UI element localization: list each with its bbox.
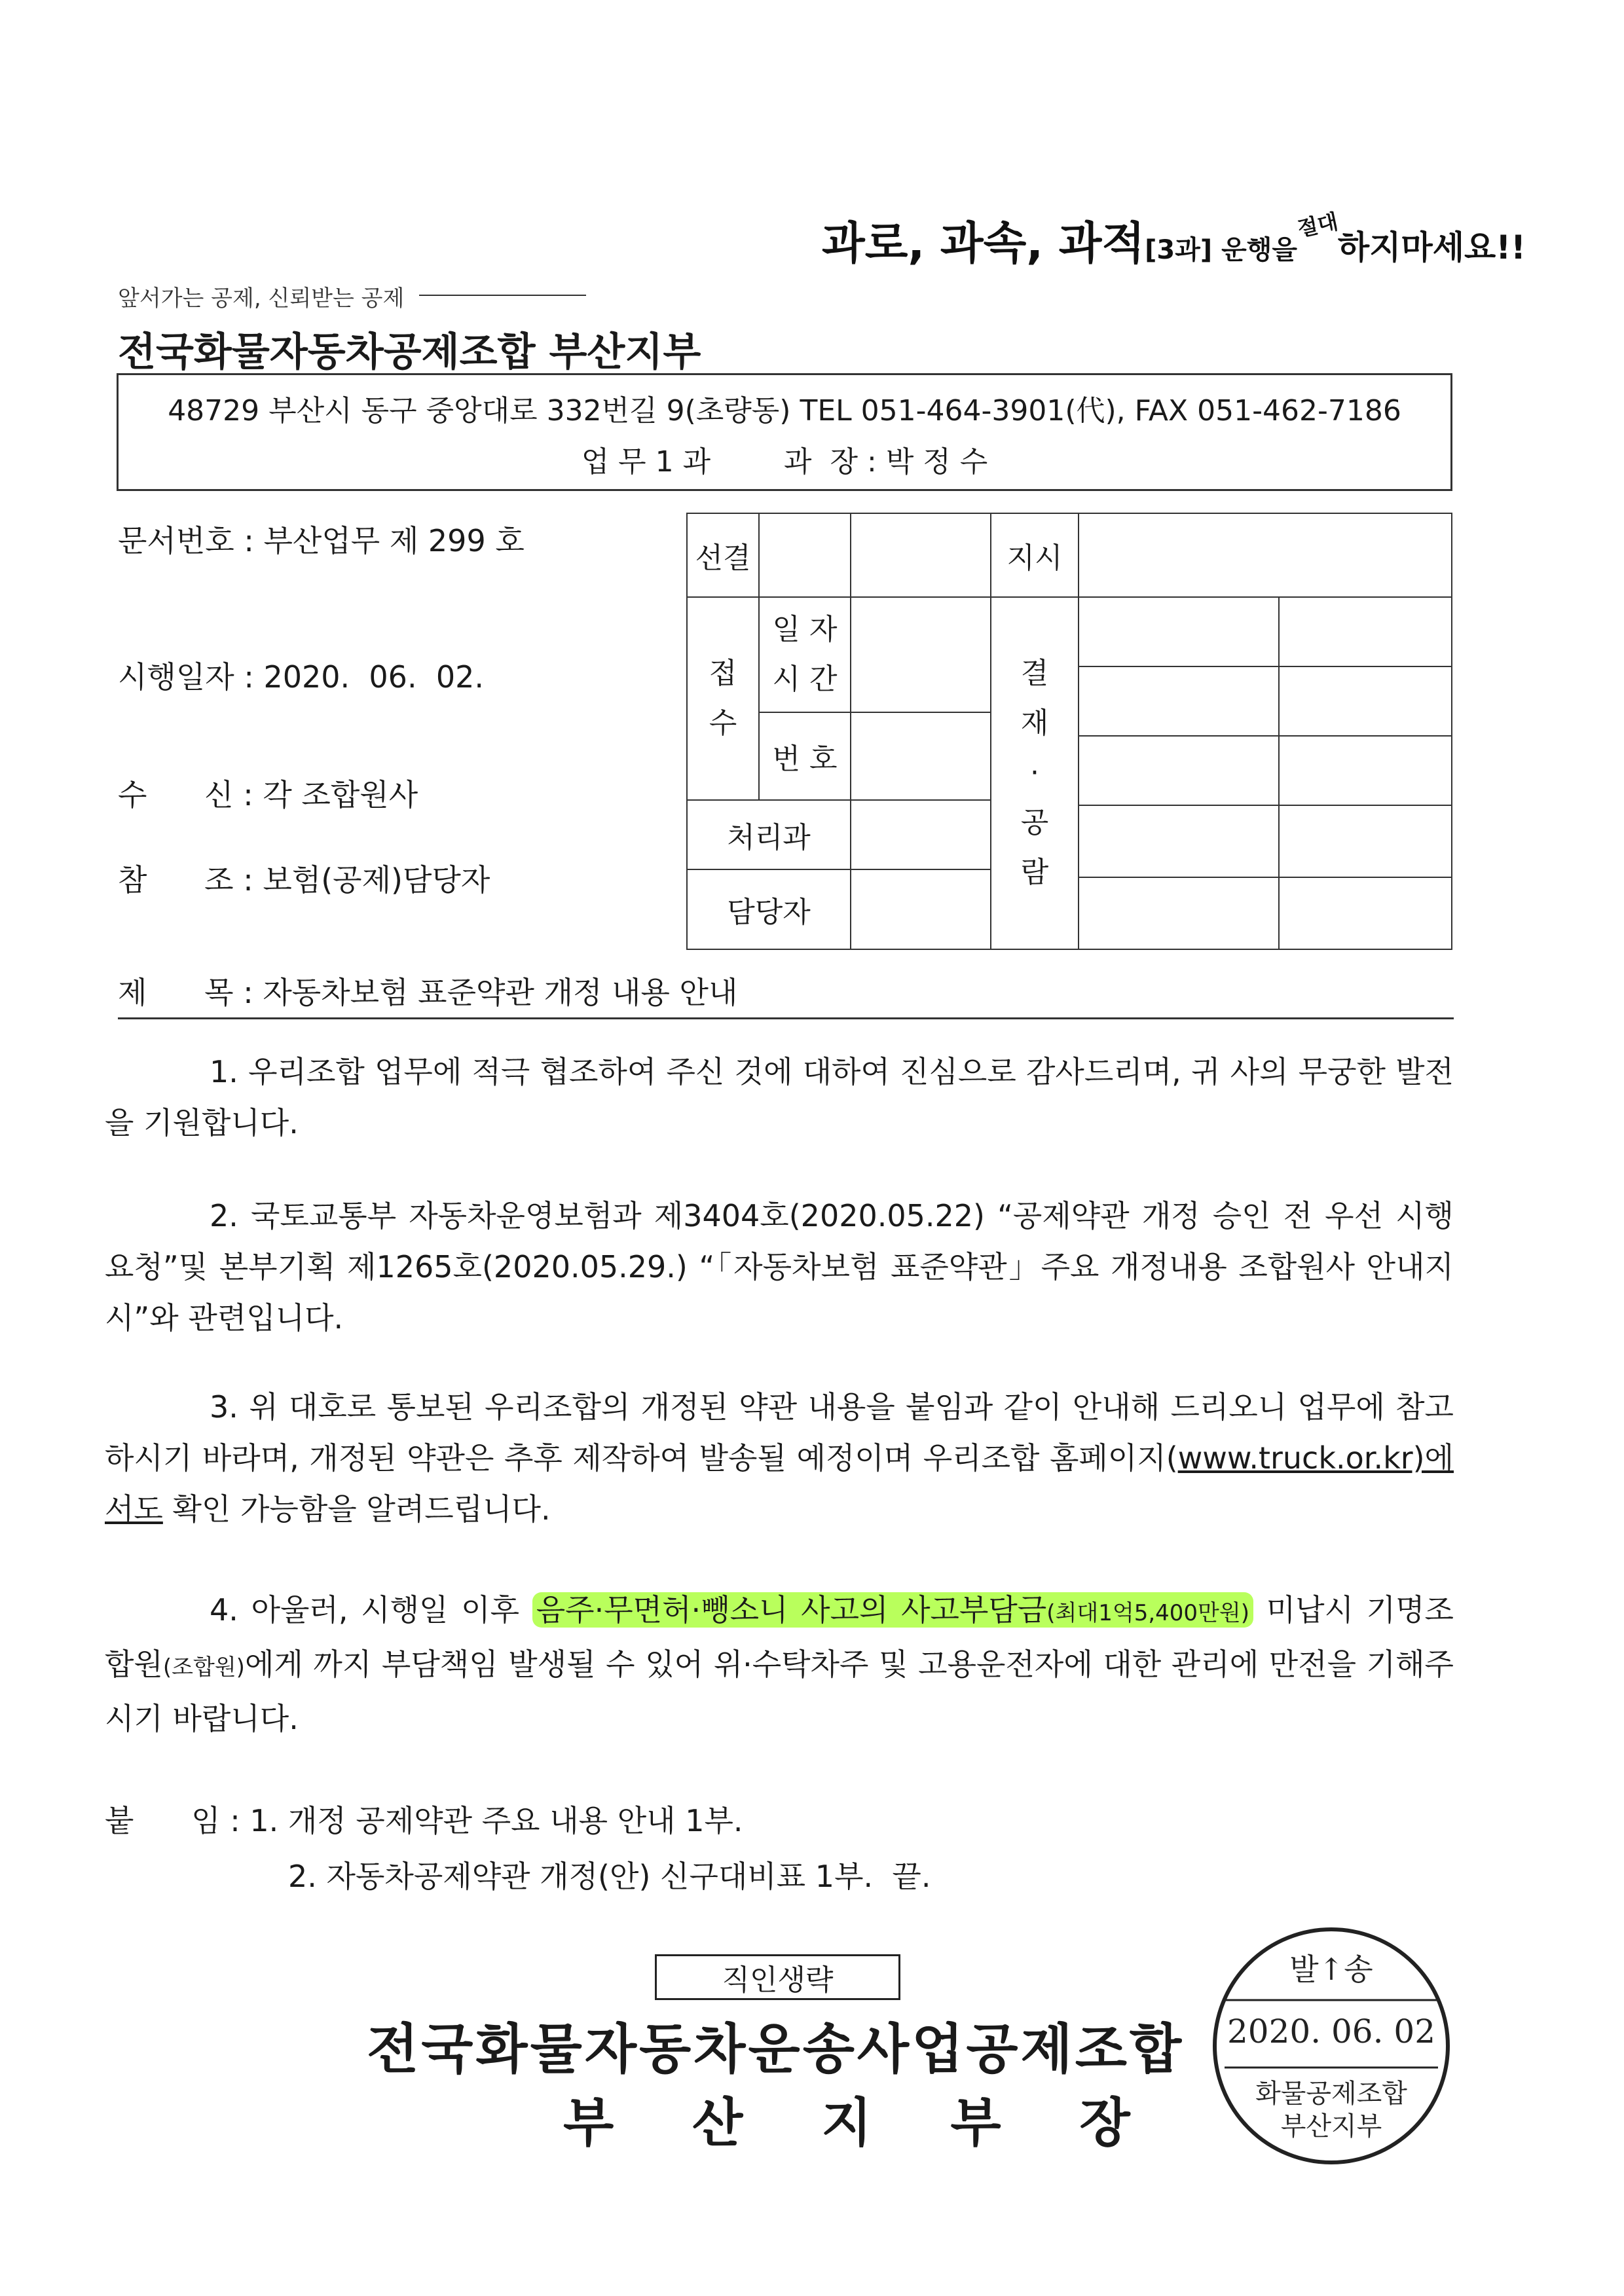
- paragraph-4-text-a: 4. 아울러, 시행일 이후: [210, 1592, 532, 1628]
- cell-seongyeol-value: [758, 513, 851, 598]
- highlighted-main: 음주·무면허·뺑소니 사고의 사고부담금: [536, 1592, 1047, 1628]
- slogan-part3: 절대: [1295, 208, 1340, 242]
- highlighted-text: [532, 1592, 1253, 1628]
- sign-box: [1078, 805, 1280, 878]
- sign-box: [1078, 735, 1280, 806]
- stamp-top: 발↑송: [1289, 1952, 1373, 1987]
- attachment-1: 붙 임 : 1. 개정 공제약관 주요 내용 안내 1부.: [105, 1803, 743, 1838]
- stamp-date: 2020. 06. 02: [1227, 2013, 1436, 2050]
- sign-box: [1078, 877, 1280, 950]
- highlighted-amount: (최대1억5,400만원): [1046, 1600, 1250, 1626]
- cell-cheorigwa: 처리과: [686, 799, 851, 870]
- sign-box: [1278, 596, 1452, 667]
- slogan-banner: [822, 208, 1526, 272]
- stamp-org-1: 화물공제조합: [1255, 2079, 1407, 2109]
- sign-box: [1278, 735, 1452, 806]
- slogan-part2: [3과] 운행을: [1145, 235, 1298, 265]
- cell-jisi: 지시: [990, 513, 1079, 598]
- slogan-part4: 하지마세요!!: [1337, 228, 1526, 266]
- cell-ilja-sigan: 일 자 시 간: [758, 596, 851, 713]
- paragraph-1: 1. 우리조합 업무에 적극 협조하여 주신 것에 대하여 진심으로 감사드리며, 귀 사의 무궁한 발전을 기원합니다.: [105, 1054, 1454, 1140]
- cell-cheorigwa-value: [850, 799, 991, 870]
- org-name: 전국화물자동차공제조합 부산지부: [118, 329, 701, 375]
- cell-blank: [850, 513, 991, 598]
- sign-box: [1078, 596, 1280, 667]
- department-line: 업 무 1 과 과 장 : 박 정 수: [581, 445, 988, 479]
- paragraph-2: 2. 국토교통부 자동차운영보험과 제3404호(2020.05.22) “공제약관 개정 승인 전 우선 시행 요청”및 본부기획 제1265호(2020.05.29.) “「자동차보험 표준약관」주요 개정내용 조합원사 안내지시”와 관련입니다.: [105, 1198, 1454, 1336]
- cell-seongyeol: 선결: [686, 513, 760, 598]
- sign-box: [1278, 666, 1452, 737]
- approval-table: [686, 513, 1452, 950]
- reference: 참 조 : 보험(공제)담당자: [118, 862, 490, 898]
- paragraph-4: [105, 1584, 1454, 1744]
- sign-box: [1278, 877, 1452, 950]
- cell-damdangja-value: [850, 869, 991, 950]
- signature-title: 부 산 지 부 장: [563, 2092, 1160, 2153]
- subject: 제 목 : 자동차보험 표준약관 개정 내용 안내: [118, 975, 738, 1010]
- paragraph-3-text-a: 3. 위 대호로 통보된 우리조합의 개정된 약관 내용을 붙임과 같이 안내해 드리오니 업무에 참고하시기 바라며, 개정된 약관은 추후 제작하여 발송될 예정이며 우리조합 홈페이지(: [105, 1389, 1454, 1476]
- sign-box: [1278, 805, 1452, 878]
- dispatch-stamp: [1210, 1925, 1452, 2167]
- cell-damdangja: 담당자: [686, 869, 851, 950]
- cell-gyeoljae: 결 재 · 공 람: [990, 596, 1079, 950]
- cell-beonho-value: [850, 712, 991, 801]
- motto-divider: [419, 295, 586, 296]
- attachment-2: 2. 자동차공제약관 개정(안) 신구대비표 1부. 끝.: [288, 1859, 931, 1894]
- paragraph-3-text-b: 확인 가능함을 알려드립니다.: [162, 1491, 551, 1527]
- contact-box: [117, 373, 1452, 491]
- cell-jeopsu: 접 수: [686, 596, 760, 801]
- cell-jisi-value: [1078, 513, 1452, 598]
- subject-divider: [118, 1017, 1454, 1019]
- paragraph-4-text-c: 에게 까지 부담책임 발생될 수 있어 위·수탁차주 및 고용운전자에 대한 관리에 만전을 기해주시기 바랍니다.: [105, 1647, 1454, 1736]
- cell-ilja-value: [850, 596, 991, 713]
- issue-date: 시행일자 : 2020. 06. 02.: [118, 659, 484, 695]
- paragraph-4-small: (조합원): [162, 1654, 245, 1681]
- paragraph-3: [105, 1381, 1454, 1535]
- stamp-org-2: 부산지부: [1280, 2111, 1382, 2141]
- sign-box: [1078, 666, 1280, 737]
- homepage-link[interactable]: www.truck.or.kr)에서도: [105, 1440, 1454, 1527]
- slogan-part1: 과로, 과속, 과적: [822, 218, 1145, 270]
- seal-omitted-label: 직인생략: [655, 1954, 900, 2000]
- cell-beonho: 번 호: [758, 712, 851, 801]
- recipient: 수 신 : 각 조합원사: [118, 777, 418, 812]
- motto: 앞서가는 공제, 신뢰받는 공제: [118, 285, 405, 312]
- signature-org: 전국화물자동차운송사업공제조합: [367, 2018, 1185, 2081]
- address-line: 48729 부산시 동구 중앙대로 332번길 9(초량동) TEL 051-464-3901(代), FAX 051-462-7186: [168, 394, 1401, 428]
- document-number: 문서번호 : 부산업무 제 299 호: [118, 523, 525, 558]
- paragraph-4-text-b: 미납시 기명조합원: [105, 1592, 1454, 1682]
